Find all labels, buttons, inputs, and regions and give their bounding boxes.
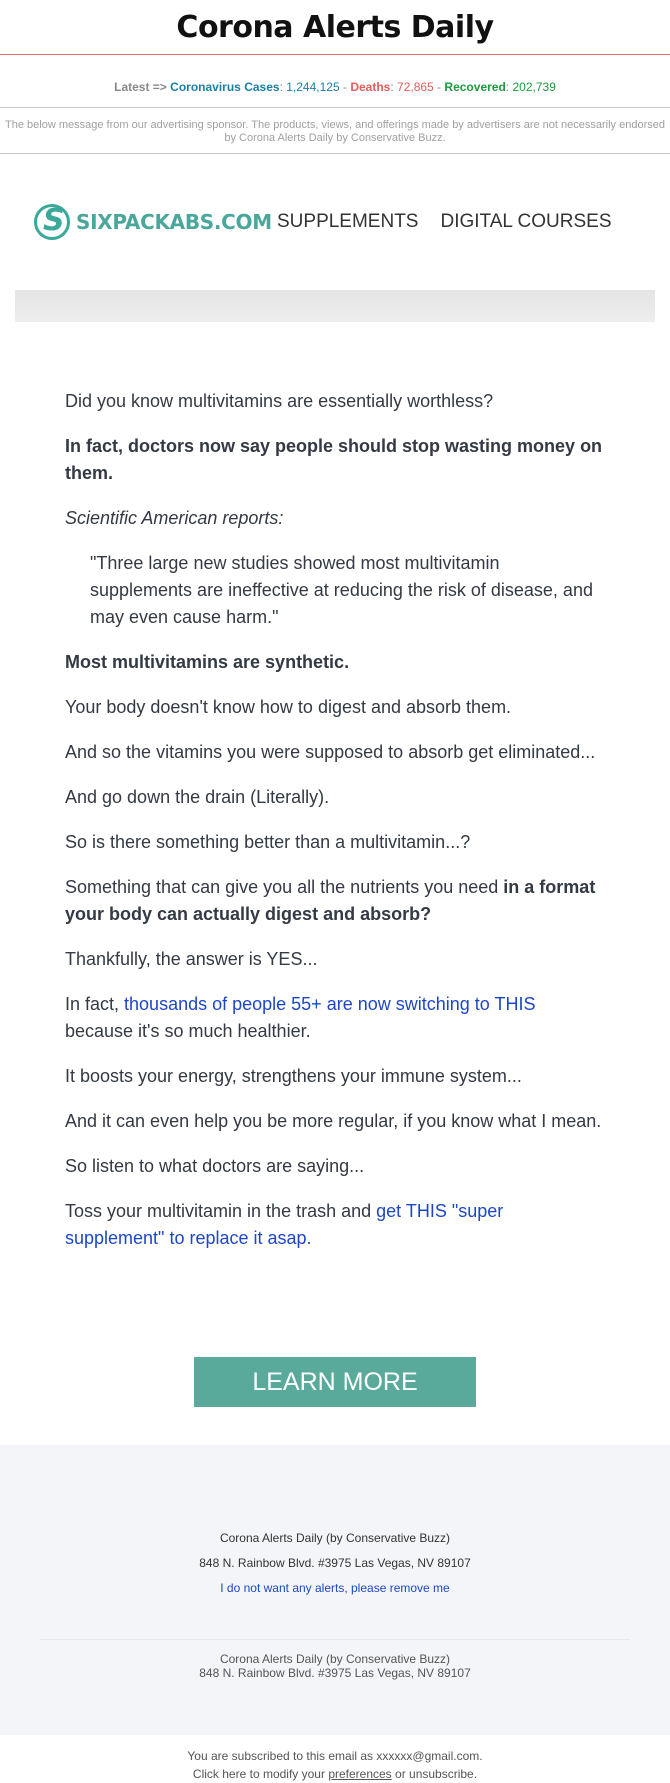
subscribed-email-text: You are subscribed to this email as xxxxxx@gmail.com. <box>187 1749 483 1763</box>
modify-preferences-text: Click here to modify your preferences or unsubscribe. <box>192 1767 478 1781</box>
footer <box>0 1445 670 1735</box>
sixpackabs-logo[interactable] <box>34 204 277 240</box>
header-divider-band <box>15 290 655 322</box>
ticker-deaths-value: 72,865 <box>397 80 434 94</box>
nav-digital-courses[interactable]: DIGITAL COURSES <box>440 211 612 232</box>
paragraph: So listen to what doctors are saying... <box>65 1156 365 1176</box>
paragraph: In fact, doctors now say people should stop wasting money on them. <box>65 436 603 483</box>
masthead <box>0 0 670 55</box>
stats-ticker: Latest => Coronavirus Cases : 1,244,125 - Deaths : 72,865 - Recovered : 202,739 <box>0 55 670 108</box>
paragraph: Something that can give you all the nutrients you need in a format your body can actually digest and absorb? <box>65 877 596 924</box>
paragraph: Thankfully, the answer is YES... <box>65 949 318 969</box>
paragraph: In fact, thousands of people 55+ are now switching to THIS because it's so much healthier. <box>65 994 536 1041</box>
ticker-separator: - <box>342 80 347 94</box>
ticker-cases-value: 1,244,125 <box>286 80 340 94</box>
paragraph: Did you know multivitamins are essentially worthless? <box>65 391 494 411</box>
ticker-deaths-label: Deaths <box>350 80 391 94</box>
nav-supplements[interactable]: SUPPLEMENTS <box>277 211 419 232</box>
subscription-info <box>0 1735 670 1783</box>
cta-wrapper <box>0 1357 670 1407</box>
footer-address-2: 848 N. Rainbow Blvd. #3975 Las Vegas, NV 89107 <box>199 1666 471 1680</box>
paragraph: Your body doesn't know how to digest and absorb them. <box>65 697 512 717</box>
paragraph: Scientific American reports: <box>65 508 284 528</box>
ticker-separator: - <box>437 80 442 94</box>
sponsor-header <box>0 154 670 290</box>
learn-more-button[interactable]: LEARN MORE <box>194 1357 476 1407</box>
ticker-cases-label: Coronavirus Cases <box>170 80 280 94</box>
paragraph: So is there something better than a multivitamin...? <box>65 832 471 852</box>
footer-address: 848 N. Rainbow Blvd. #3975 Las Vegas, NV 89107 <box>199 1556 471 1570</box>
ticker-recovered-label: Recovered <box>444 80 506 94</box>
paragraph: And it can even help you be more regular, if you know what I mean. <box>65 1111 602 1131</box>
unsubscribe-link[interactable]: I do not want any alerts, please remove me <box>220 1581 450 1595</box>
blockquote: "Three large new studies showed most multivitamin supplements are ineffective at reducing the risk of disease, and may even cause harm." <box>90 553 593 627</box>
ticker-recovered-value: 202,739 <box>512 80 556 94</box>
ticker-latest: Latest => <box>114 80 167 94</box>
link-period[interactable]: . <box>306 1228 312 1248</box>
preferences-link[interactable]: preferences <box>328 1767 392 1781</box>
article-body <box>0 322 670 1252</box>
masthead-title: Corona Alerts Daily <box>176 9 494 45</box>
switching-link[interactable]: thousands of people 55+ are now switching to THIS <box>124 994 536 1014</box>
sponsor-nav <box>277 211 612 233</box>
super-supplement-link[interactable]: get THIS "super supplement" to replace it asap <box>65 1201 504 1248</box>
logo-s-icon: S <box>34 204 70 240</box>
footer-org-2: Corona Alerts Daily (by Conservative Buzz) <box>219 1652 451 1666</box>
footer-org: Corona Alerts Daily (by Conservative Buzz) <box>219 1531 451 1545</box>
paragraph: It boosts your energy, strengthens your immune system... <box>65 1066 522 1086</box>
sponsor-disclaimer: The below message from our advertising sponsor. The products, views, and offerings made by advertisers are not necessarily endorsed by Corona Alerts Daily by Conservative Buzz. <box>0 109 670 154</box>
paragraph: And go down the drain (Literally). <box>65 787 330 807</box>
paragraph: Toss your multivitamin in the trash and get THIS "super supplement" to replace it asap. <box>65 1201 504 1248</box>
logo-text: SIXPACKABS.COM <box>76 210 272 234</box>
footer-secondary <box>40 1639 630 1680</box>
paragraph: And so the vitamins you were supposed to absorb get eliminated... <box>65 742 596 762</box>
paragraph: Most multivitamins are synthetic. <box>65 652 350 672</box>
